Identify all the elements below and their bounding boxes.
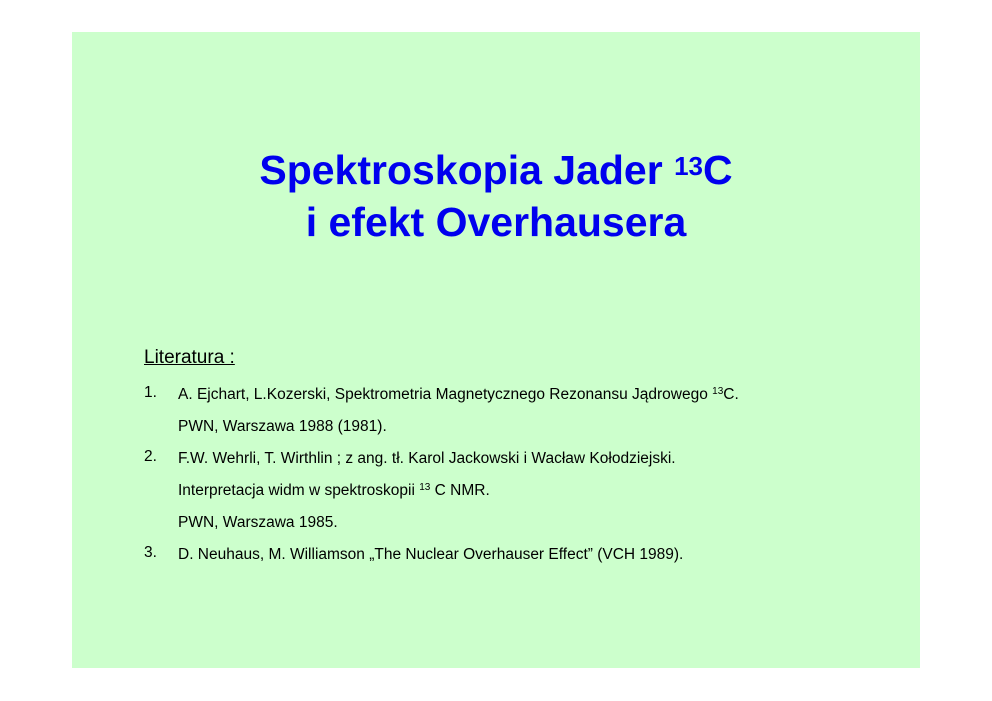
reference-text: A. Ejchart, L.Kozerski, Spektrometria Magnetycznego Rezonansu Jądrowego (178, 386, 713, 403)
reference-line (178, 384, 904, 416)
reference-text: Interpretacja widm w spektroskopii (178, 482, 420, 499)
reference-item (144, 384, 904, 448)
reference-line: PWN, Warszawa 1985. (178, 514, 338, 531)
title-text: Spektroskopia Jader (259, 147, 675, 193)
title-line-1 (72, 144, 920, 196)
reference-number: 2. (144, 448, 157, 465)
reference-number: 1. (144, 384, 157, 401)
title-superscript: 13 (674, 151, 704, 181)
reference-text: C. (723, 386, 739, 403)
reference-line: F.W. Wehrli, T. Wirthlin ; z ang. tł. Karol Jackowski i Wacław Kołodziejski. (178, 450, 676, 467)
title-element: C (703, 147, 733, 193)
reference-line: PWN, Warszawa 1988 (1981). (178, 418, 387, 435)
reference-superscript: 13 (712, 386, 724, 397)
reference-item (144, 544, 904, 576)
slide (72, 32, 920, 668)
title-line-2: i efekt Overhausera (305, 199, 687, 245)
reference-superscript: 13 (419, 482, 431, 493)
reference-number: 3. (144, 544, 157, 561)
reference-line (178, 480, 904, 512)
slide-title (72, 144, 920, 248)
literature-heading: Literatura : (144, 347, 235, 368)
reference-text: C NMR. (430, 482, 490, 499)
reference-line: D. Neuhaus, M. Williamson „The Nuclear Overhauser Effect” (VCH 1989). (178, 546, 684, 563)
reference-item (144, 448, 904, 544)
reference-list (144, 384, 904, 576)
